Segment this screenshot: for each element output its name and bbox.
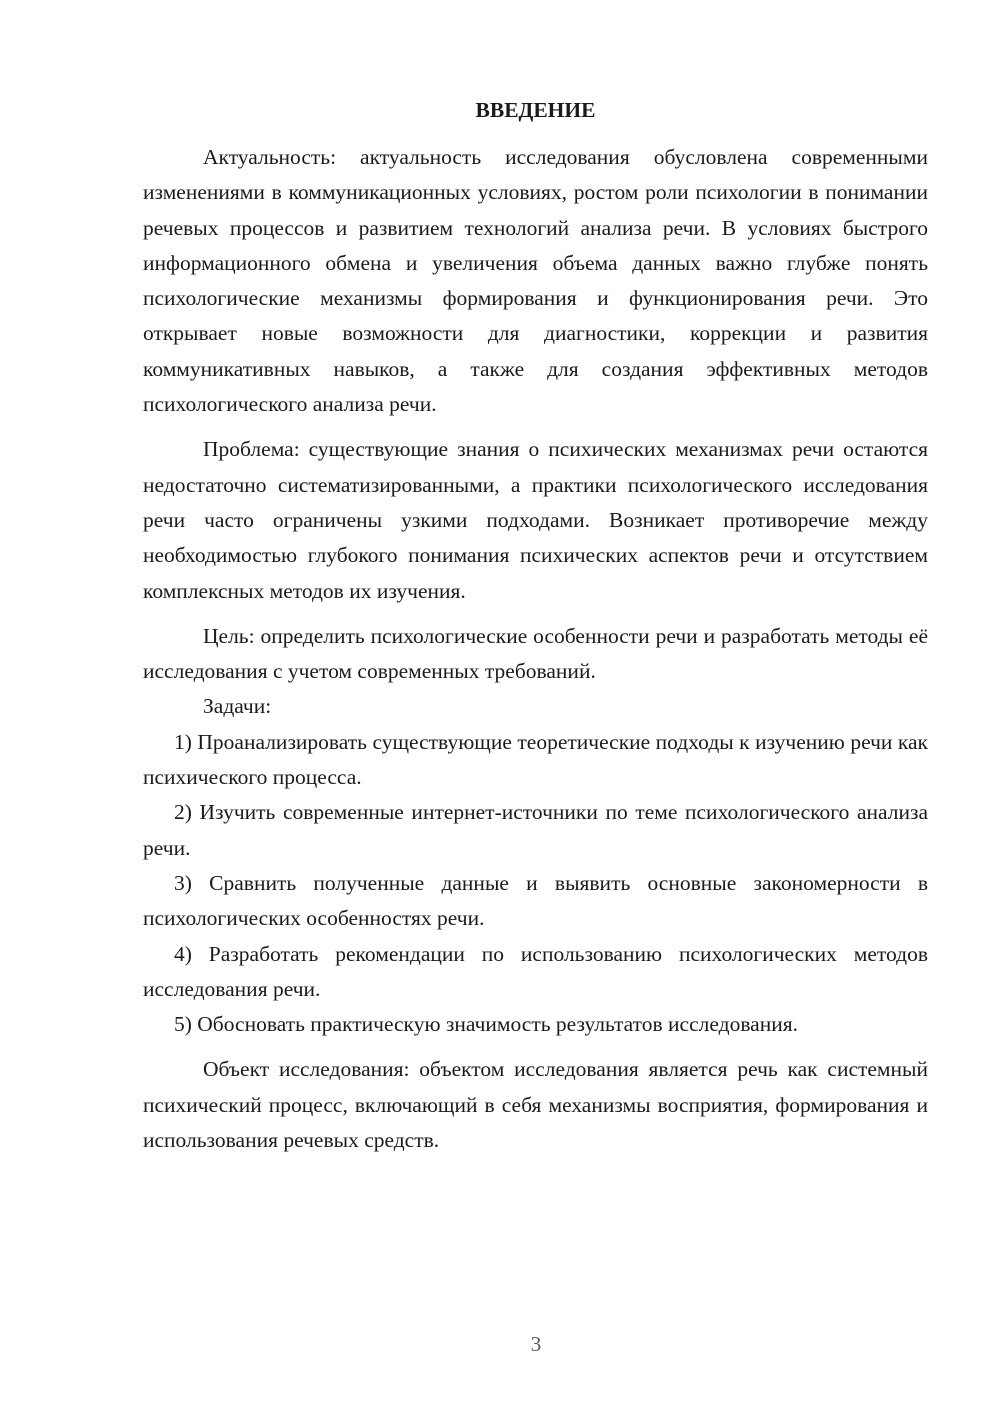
paragraph-goal: Цель: определить психологические особенности речи и разработать методы её исследования с учетом современных требований. <box>143 623 928 684</box>
task-item-3: 3) Сравнить полученные данные и выявить основные закономерности в психологических особенностях речи. <box>143 870 928 931</box>
task-item-1: 1) Проанализировать существующие теоретические подходы к изучению речи как психического процесса. <box>143 729 928 790</box>
paragraph-problem: Проблема: существующие знания о психических механизмах речи остаются недостаточно систематизированными, а практики психологического исследования речи часто ограничены узкими подходами. Возникает противоречие между необходимостью глубокого понимания психических аспектов речи и отсутствием комплексных методов их изучения. <box>143 437 928 603</box>
tasks-list <box>143 725 928 1043</box>
tasks-label: Задачи: <box>203 694 272 719</box>
task-item-5: 5) Обосновать практическую значимость результатов исследования. <box>174 1012 799 1037</box>
task-item-2: 2) Изучить современные интернет-источники по теме психологического анализа речи. <box>143 800 928 860</box>
section-title: ВВЕДЕНИЕ <box>475 98 596 122</box>
paragraph-object: Объект исследования: объектом исследования является речь как системный психический процесс, включающий в себя механизмы восприятия, формирования и использования речевых средств. <box>143 1057 928 1153</box>
page-number: 3 <box>530 1332 542 1356</box>
paragraph-relevance: Актуальность: актуальность исследования обусловлена современными изменениями в коммуникационных условиях, ростом роли психологии в понимании речевых процессов и развитием технологий анализа речи. В условиях быстрого информационного обмена и увеличения объема данных важно глубже понять психологические механизмы формирования и функционирования речи. Это открывает новые возможности для диагностики, коррекции и развития коммуникативных навыков, а также для создания эффективных методов психологического анализа речи. <box>143 145 928 417</box>
document-body <box>143 94 928 1158</box>
task-item-4: 4) Разработать рекомендации по использованию психологических методов исследования речи. <box>143 941 928 1001</box>
